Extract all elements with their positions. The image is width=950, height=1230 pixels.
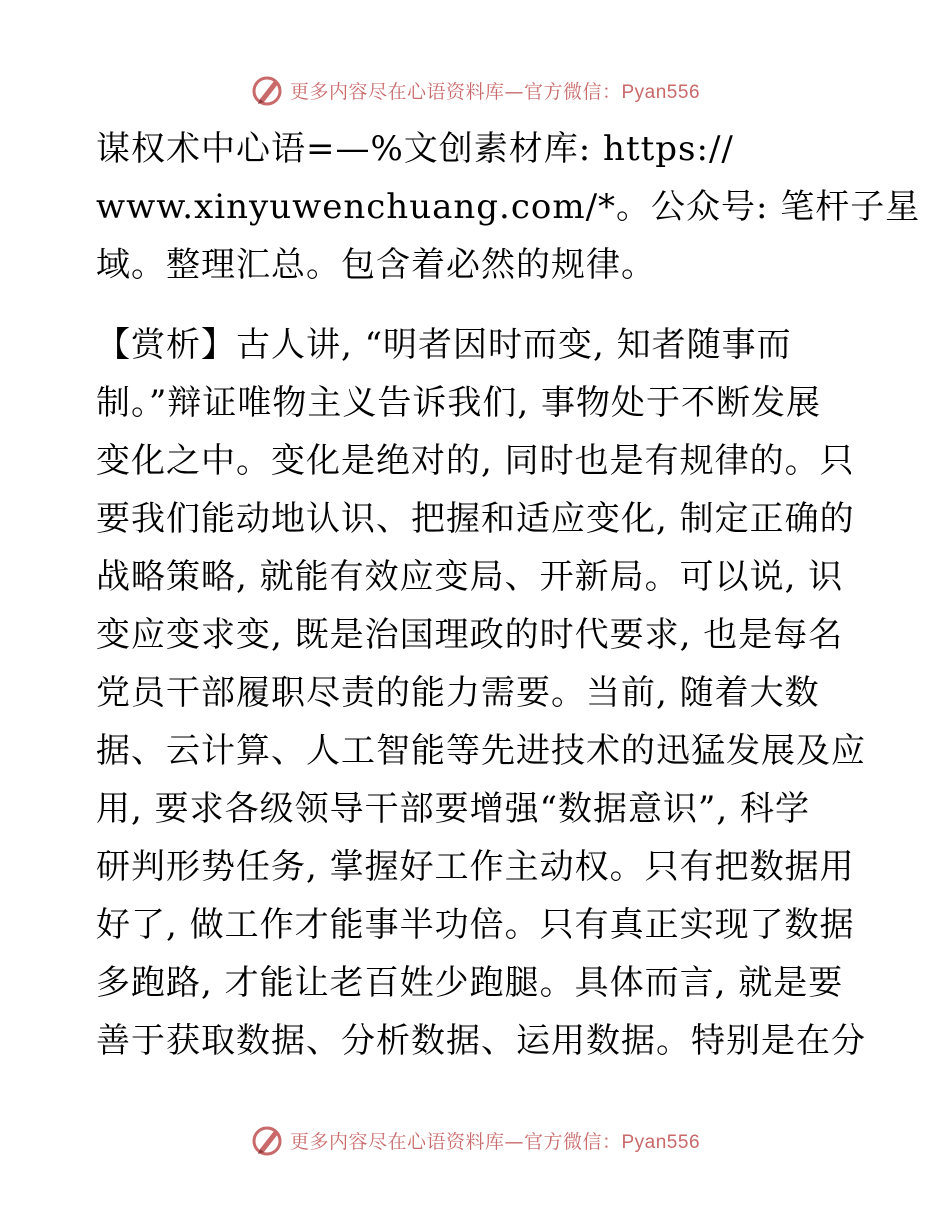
text-line: 变应变求变, 既是治国理政的时代要求, 也是每名	[96, 615, 844, 655]
text-line: 制。”辩证唯物主义告诉我们, 事物处于不断发展	[96, 383, 821, 423]
text-line: 变化之中。变化是绝对的, 同时也是有规律的。只	[96, 441, 855, 481]
header-banner	[0, 72, 950, 108]
text-line: 善于获取数据、分析数据、运用数据。特别是在分	[96, 1021, 866, 1061]
text-line: 【赏析】古人讲, “明者因时而变, 知者随事而	[96, 325, 792, 365]
header-banner-label: 更多内容尽在心语资料库—官方微信：	[289, 80, 622, 103]
text-line: 党员干部履职尽责的能力需要。当前, 随着大数	[96, 673, 820, 713]
footer-wechat-id: Pyan556	[621, 1131, 701, 1153]
text-line: 据、云计算、人工智能等先进技术的迅猛发展及应	[96, 731, 866, 771]
footer-banner	[0, 1122, 950, 1158]
text-line: 战略策略, 就能有效应变局、开新局。可以说, 识	[96, 557, 844, 597]
text-line: 域。整理汇总。包含着必然的规律。	[96, 245, 656, 285]
text-line: 谋权术中心语=—%文创素材库: https://	[96, 129, 734, 169]
header-banner-text	[290, 77, 700, 104]
text-line: 研判形势任务, 掌握好工作主动权。只有把数据用	[96, 847, 855, 887]
text-line: 要我们能动地认识、把握和适应变化, 制定正确的	[96, 499, 855, 539]
footer-banner-text	[290, 1127, 700, 1154]
paragraph-1	[96, 120, 921, 294]
pen-logo-icon	[250, 1123, 284, 1157]
text-line: 多跑路, 才能让老百姓少跑腿。具体而言, 就是要	[96, 963, 844, 1003]
paragraph-2	[96, 316, 866, 1070]
text-line: 好了, 做工作才能事半功倍。只有真正实现了数据	[96, 905, 855, 945]
footer-banner-label: 更多内容尽在心语资料库—官方微信：	[289, 1130, 622, 1153]
header-wechat-id: Pyan556	[621, 81, 701, 103]
pen-logo-icon	[250, 73, 284, 107]
text-line: 用, 要求各级领导干部要增强“数据意识”, 科学	[96, 789, 810, 829]
text-line: www.xinyuwenchuang.com/*。公众号: 笔杆子星	[96, 187, 921, 227]
document-body	[96, 120, 921, 1070]
